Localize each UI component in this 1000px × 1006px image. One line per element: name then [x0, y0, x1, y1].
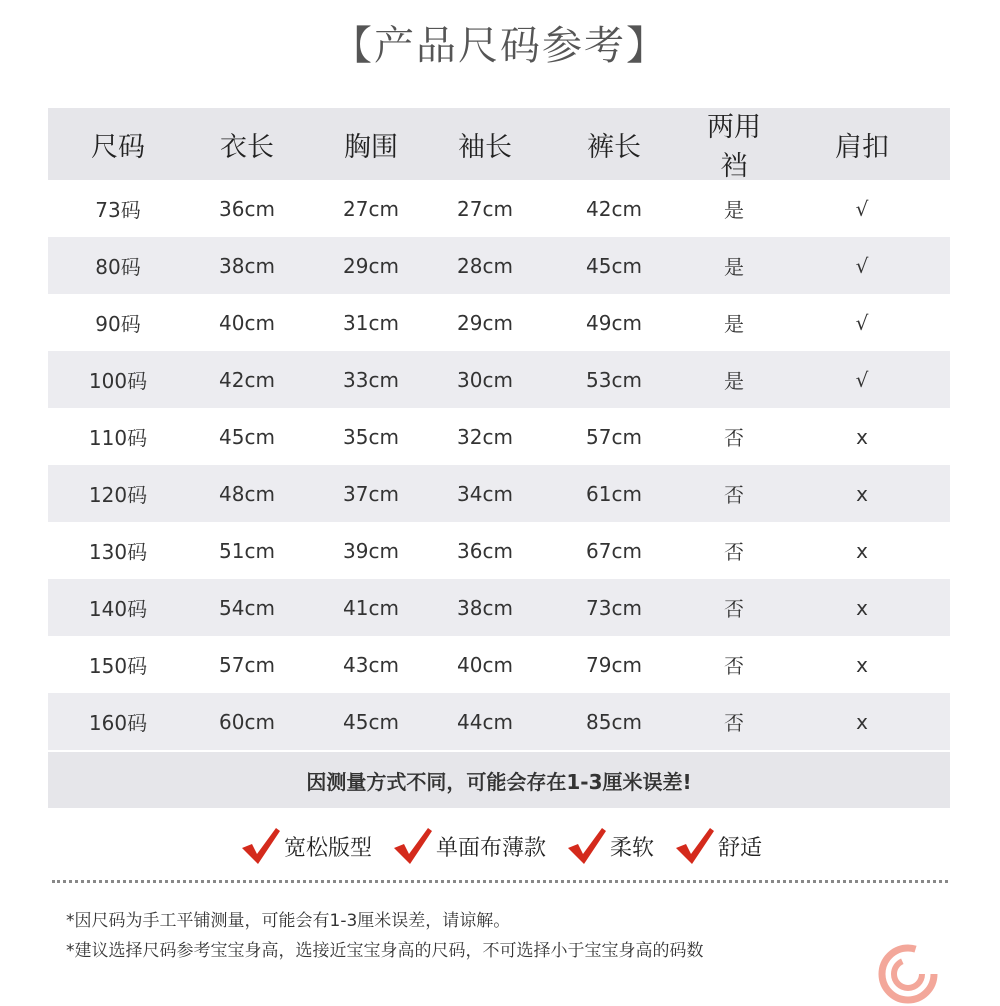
- cell-length: 42cm: [219, 367, 275, 392]
- cell-length: 51cm: [219, 538, 275, 563]
- cell-chest: 27cm: [343, 196, 399, 221]
- cell-sleeve: 29cm: [457, 310, 513, 335]
- cell-sleeve: 36cm: [457, 538, 513, 563]
- table-row: [48, 408, 950, 465]
- header-cell-size: 尺码: [91, 131, 145, 163]
- table-header-row: [48, 108, 950, 180]
- cell-length: 54cm: [219, 595, 275, 620]
- cell-crotch: 否: [724, 426, 744, 450]
- feature-label: 单面布薄款: [435, 835, 546, 861]
- footnote-size-advice: *建议选择尺码参考宝宝身高，选接近宝宝身高的尺码，不可选择小于宝宝身高的码数: [66, 941, 704, 961]
- cell-size: 100码: [88, 369, 148, 393]
- cell-length: 36cm: [219, 196, 275, 221]
- table-row: [48, 180, 950, 237]
- cell-crotch: 是: [724, 198, 744, 222]
- page-title: 【产品尺码参考】: [332, 23, 668, 69]
- red-checkmark-icon: [390, 824, 434, 868]
- cell-shoulder-button: √: [855, 253, 869, 278]
- cell-sleeve: 38cm: [457, 595, 513, 620]
- red-checkmark-icon: [564, 824, 608, 868]
- cell-chest: 37cm: [343, 481, 399, 506]
- table-row: [48, 294, 950, 351]
- cell-size: 130码: [88, 540, 148, 564]
- cell-shoulder-button: √: [855, 310, 869, 335]
- cell-sleeve: 44cm: [457, 709, 513, 734]
- cell-shoulder-button: √: [855, 196, 869, 221]
- table-row: [48, 351, 950, 408]
- feature-list: [0, 818, 1000, 874]
- cell-chest: 41cm: [343, 595, 399, 620]
- cell-sleeve: 40cm: [457, 652, 513, 677]
- cell-shoulder-button: x: [856, 709, 868, 734]
- red-checkmark-icon: [672, 824, 716, 868]
- cell-length: 38cm: [219, 253, 275, 278]
- cell-sleeve: 30cm: [457, 367, 513, 392]
- cell-pants: 57cm: [586, 424, 642, 449]
- cell-crotch: 是: [724, 312, 744, 336]
- cell-size: 120码: [88, 483, 148, 507]
- cell-crotch: 否: [724, 654, 744, 678]
- feature-label: 柔软: [610, 835, 655, 861]
- cell-sleeve: 27cm: [457, 196, 513, 221]
- cell-size: 90码: [95, 312, 141, 336]
- cell-length: 48cm: [219, 481, 275, 506]
- table-row: [48, 465, 950, 522]
- cell-shoulder-button: x: [856, 481, 868, 506]
- cell-crotch: 否: [724, 540, 744, 564]
- header-cell-pants: 裤长: [587, 131, 641, 163]
- footnote-measurement: *因尺码为手工平铺测量，可能会有1-3厘米误差，请谅解。: [66, 911, 511, 931]
- header-cell-shoulder-button: 肩扣: [835, 131, 889, 163]
- table-row: [48, 693, 950, 750]
- cell-size: 73码: [95, 198, 141, 222]
- cell-chest: 45cm: [343, 709, 399, 734]
- cell-length: 60cm: [219, 709, 275, 734]
- cell-crotch: 是: [724, 369, 744, 393]
- header-cell-crotch: 两用裆: [707, 112, 761, 182]
- cell-size: 160码: [88, 711, 148, 735]
- header-cell-length: 衣长: [220, 131, 274, 163]
- red-checkmark-icon: [238, 824, 282, 868]
- cell-size: 110码: [88, 426, 148, 450]
- cell-shoulder-button: √: [855, 367, 869, 392]
- cell-chest: 33cm: [343, 367, 399, 392]
- cell-sleeve: 32cm: [457, 424, 513, 449]
- feature-label: 舒适: [718, 835, 763, 861]
- measurement-note: 因测量方式不同，可能会存在1-3厘米误差!: [48, 752, 950, 808]
- cell-length: 40cm: [219, 310, 275, 335]
- cell-chest: 35cm: [343, 424, 399, 449]
- header-cell-sleeve: 袖长: [458, 131, 512, 163]
- cell-size: 80码: [95, 255, 141, 279]
- feature-item: [672, 824, 762, 868]
- watermark-logo-icon: [876, 942, 940, 1006]
- cell-chest: 31cm: [343, 310, 399, 335]
- cell-shoulder-button: x: [856, 595, 868, 620]
- cell-size: 150码: [88, 654, 148, 678]
- dotted-divider: [52, 880, 948, 883]
- table-row: [48, 579, 950, 636]
- cell-pants: 73cm: [586, 595, 642, 620]
- cell-sleeve: 28cm: [457, 253, 513, 278]
- cell-crotch: 否: [724, 711, 744, 735]
- cell-shoulder-button: x: [856, 652, 868, 677]
- cell-crotch: 否: [724, 483, 744, 507]
- cell-sleeve: 34cm: [457, 481, 513, 506]
- table-row: [48, 522, 950, 579]
- feature-item: [238, 824, 372, 868]
- cell-chest: 29cm: [343, 253, 399, 278]
- feature-label: 宽松版型: [283, 835, 372, 861]
- table-row: [48, 237, 950, 294]
- cell-pants: 45cm: [586, 253, 642, 278]
- cell-shoulder-button: x: [856, 424, 868, 449]
- cell-crotch: 是: [724, 255, 744, 279]
- cell-shoulder-button: x: [856, 538, 868, 563]
- cell-pants: 53cm: [586, 367, 642, 392]
- cell-pants: 61cm: [586, 481, 642, 506]
- cell-chest: 43cm: [343, 652, 399, 677]
- cell-length: 57cm: [219, 652, 275, 677]
- cell-pants: 85cm: [586, 709, 642, 734]
- feature-item: [564, 824, 654, 868]
- cell-pants: 79cm: [586, 652, 642, 677]
- cell-size: 140码: [88, 597, 148, 621]
- cell-length: 45cm: [219, 424, 275, 449]
- table-row: [48, 636, 950, 693]
- cell-pants: 49cm: [586, 310, 642, 335]
- header-cell-chest: 胸围: [344, 131, 398, 163]
- cell-chest: 39cm: [343, 538, 399, 563]
- feature-item: [390, 824, 546, 868]
- cell-crotch: 否: [724, 597, 744, 621]
- cell-pants: 42cm: [586, 196, 642, 221]
- cell-pants: 67cm: [586, 538, 642, 563]
- size-table: [48, 108, 950, 750]
